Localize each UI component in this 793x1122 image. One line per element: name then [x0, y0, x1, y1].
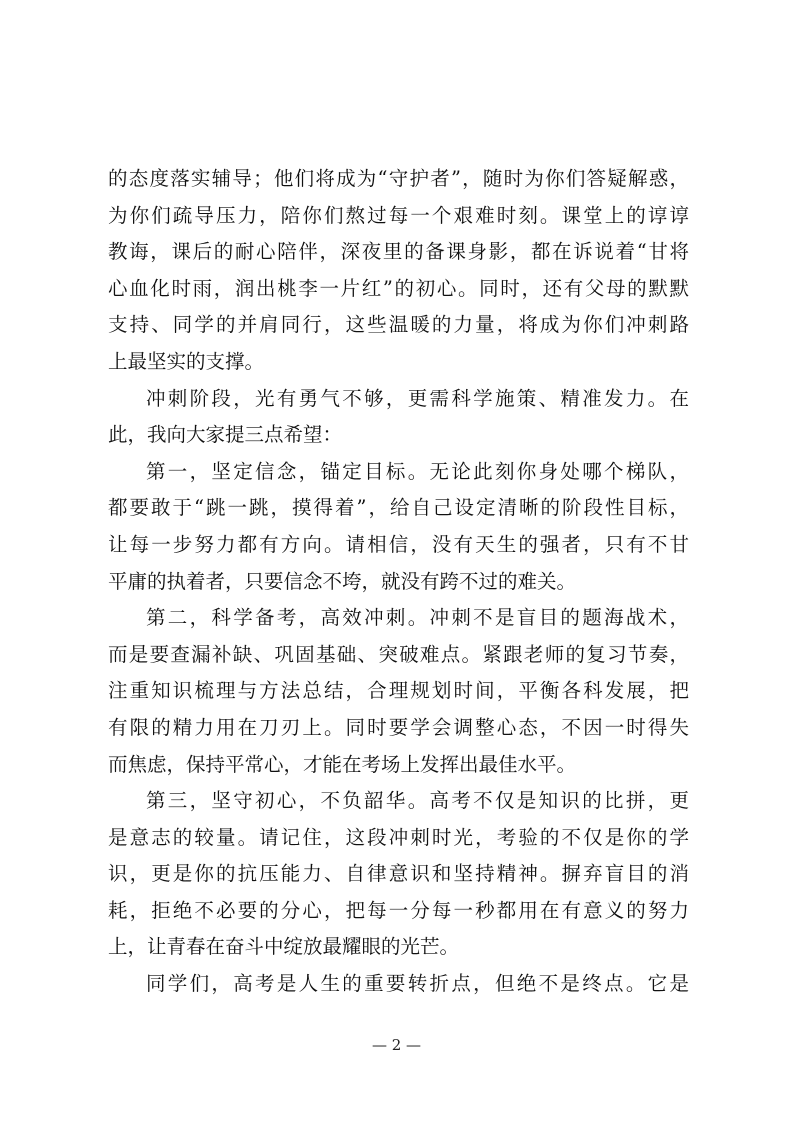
text-line: 冲刺阶段，光有勇气不够，更需科学施策、精准发力。在: [146, 386, 689, 410]
text-line: 平庸的执着者，只要信念不垮，就没有跨不过的难关。: [108, 569, 577, 593]
text-line: 心血化时雨，润出桃李一片红”的初心。同时，还有父母的默默: [108, 276, 689, 300]
text-line: 支持、同学的并肩同行，这些温暖的力量，将成为你们冲刺路: [108, 313, 689, 337]
paragraph: [108, 783, 689, 966]
text-line: 上，让青春在奋斗中绽放最耀眼的光芒。: [108, 935, 460, 959]
paragraph: [108, 381, 689, 454]
text-line: 注重知识梳理与方法总结，合理规划时间，平衡各科发展，把: [108, 679, 689, 703]
text-line: 识，更是你的抗压能力、自律意识和坚持精神。摒弃盲目的消: [108, 862, 689, 886]
text-line: 上最坚实的支撑。: [108, 349, 265, 373]
text-line: 此，我向大家提三点希望：: [108, 423, 343, 447]
text-line: 让每一步努力都有方向。请相信，没有天生的强者，只有不甘: [108, 532, 689, 556]
text-line: 第三，坚守初心，不负韶华。高考不仅是知识的比拼，更: [146, 789, 689, 813]
paragraph: [108, 600, 689, 783]
text-line: 是意志的较量。请记住，这段冲刺时光，考验的不仅是你的学: [108, 825, 689, 849]
text-line: 而焦虑，保持平常心，才能在考场上发挥出最佳水平。: [108, 752, 577, 776]
text-line: 教诲，课后的耐心陪伴，深夜里的备课身影，都在诉说着“甘将: [108, 240, 689, 264]
page-number: — 2 —: [371, 1036, 422, 1054]
text-line: 为你们疏导压力，陪你们熬过每一个艰难时刻。课堂上的谆谆: [108, 203, 689, 227]
paragraph: [108, 161, 689, 381]
text-line: 有限的精力用在刀刃上。同时要学会调整心态，不因一时得失: [108, 715, 689, 739]
text-line: 第二，科学备考，高效冲刺。冲刺不是盲目的题海战术，: [146, 606, 689, 630]
text-line: 耗，拒绝不必要的分心，把每一分每一秒都用在有意义的努力: [108, 898, 689, 922]
paragraph: [108, 454, 689, 600]
text-line: 而是要查漏补缺、巩固基础、突破难点。紧跟老师的复习节奏，: [108, 642, 689, 666]
document-body: [108, 161, 689, 1003]
text-line: 同学们，高考是人生的重要转折点，但绝不是终点。它是: [146, 972, 689, 996]
text-line: 的态度落实辅导；他们将成为“守护者”，随时为你们答疑解惑，: [108, 167, 689, 190]
text-line: 第一，坚定信念，锚定目标。无论此刻你身处哪个梯队，: [146, 459, 689, 483]
text-line: 都要敢于“跳一跳，摸得着”，给自己设定清晰的阶段性目标，: [108, 496, 689, 520]
paragraph: [108, 966, 689, 1003]
